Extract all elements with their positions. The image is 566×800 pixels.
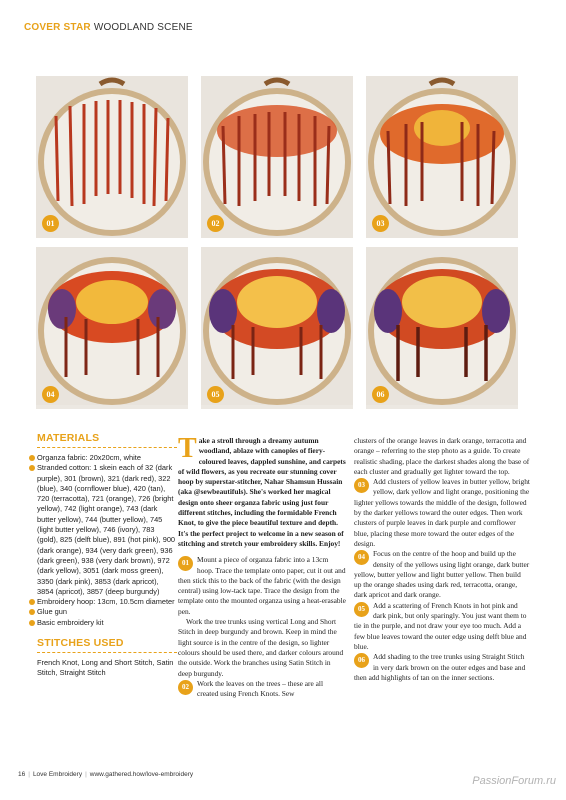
photo-number: 06 xyxy=(372,386,389,403)
step-number: 06 xyxy=(354,653,369,668)
list-item: Embroidery hoop: 13cm, 10.5cm diameter xyxy=(37,597,177,607)
page-footer: 16 | Love Embroidery | www.gathered.how/love-embroidery xyxy=(18,771,194,778)
step-text: Add shading to the tree trunks using Straight Stitch in very dark brown on the outer edges and base and then add highlights of tan on the inner sections. xyxy=(354,652,526,682)
step-number: 05 xyxy=(354,602,369,617)
step-text: Add clusters of yellow leaves in butter yellow, bright yellow, dark yellow and light orange, positioning the lighter yellows towards the middle of the design, followed by the darker yellows toward the outer edges. Then work clusters of purple leaves in dark purple and cornflower blue, placing these more toward the outer edges of the design. xyxy=(354,477,530,548)
photo-number: 03 xyxy=(372,215,389,232)
drop-cap: T xyxy=(178,433,197,464)
step-photo-04 xyxy=(36,247,188,409)
divider xyxy=(37,652,177,653)
intro-column xyxy=(178,433,346,699)
section-subtitle: WOODLAND SCENE xyxy=(93,22,193,33)
step-text: Work the leaves on the trees – these are all created using French Knots. Sew xyxy=(197,678,324,699)
section-label: COVER STAR xyxy=(24,22,91,33)
list-item: Glue gun xyxy=(37,607,177,617)
bullet-icon xyxy=(29,620,35,626)
intro-paragraph: Take a stroll through a dreamy autumn woodland, ablaze with canopies of fiery-coloured leaves, dappled sunshine, and carpets of wild flowers, as you recreate our stunning cover hoop by superstar-stitcher, Nahar Shamsun Hussain (aka @sewbeautifuls). She's worked her magical design onto sheer organza fabric using just four different stitches, including the formidable French Knot, to give the piece beautiful texture and depth. It's the perfect project to welcome in a new season of stitching and stretch your embroidery skills. Enjoy! xyxy=(178,433,346,548)
page-number: 16 xyxy=(18,771,26,778)
page-header xyxy=(24,22,193,33)
photo-number: 02 xyxy=(207,215,224,232)
hoop-image xyxy=(36,76,188,238)
bullet-icon xyxy=(29,465,35,471)
bullet-icon xyxy=(29,455,35,461)
steps-column xyxy=(354,436,530,683)
bullet-icon xyxy=(29,599,35,605)
step-06 xyxy=(354,652,530,683)
step-01 xyxy=(178,555,346,617)
hoop-image xyxy=(366,76,518,238)
photo-number: 05 xyxy=(207,386,224,403)
step-number: 01 xyxy=(178,556,193,571)
step-text: Focus on the centre of the hoop and build up the density of the yellows using light orange, dark butter yellow, butter yellow and light butter yellow. Then build up the orange shades using dark red, terracotta, orange, dark apricot and dark orange. xyxy=(354,549,530,600)
bullet-icon xyxy=(29,609,35,615)
hoop-image xyxy=(201,76,353,238)
hoop-image xyxy=(201,247,353,405)
list-item: Basic embroidery kit xyxy=(37,618,177,628)
photo-number: 04 xyxy=(42,386,59,403)
materials-list xyxy=(37,453,177,628)
stitches-text: French Knot, Long and Short Stitch, Satin Stitch, Straight Stitch xyxy=(37,658,174,678)
hoop-image xyxy=(366,247,518,405)
website-link[interactable]: www.gathered.how/love-embroidery xyxy=(89,771,194,778)
watermark: PassionForum.ru xyxy=(472,775,556,787)
step-photo-03 xyxy=(366,76,518,238)
step-04 xyxy=(354,549,530,600)
step-05 xyxy=(354,601,530,652)
stitches-heading: STITCHES USED xyxy=(37,637,124,650)
step-photo-06 xyxy=(366,247,518,409)
step-number: 02 xyxy=(178,680,193,695)
step-02 xyxy=(178,679,346,699)
hoop-image xyxy=(36,247,188,405)
list-item: Organza fabric: 20x20cm, white xyxy=(37,453,177,463)
step-photo-02 xyxy=(201,76,353,238)
step-photo-01 xyxy=(36,76,188,238)
step-02-continued: clusters of the orange leaves in dark orange, terracotta and orange – referring to the step photo as a guide. To create realistic shading, place the darkest shades along the base of each cluster and gradually get lighter toward the top. xyxy=(354,436,530,476)
step-text-continued: Work the tree trunks using vertical Long and Short Stitch in deep burgundy and brown. Keep in mind the light source is in the centre of the design, so lighter colours should be used there, and darker colours around the outside. Work the branches using Satin Stitch in deep burgundy. xyxy=(178,617,344,678)
step-number: 04 xyxy=(354,550,369,565)
photo-number: 01 xyxy=(42,215,59,232)
list-item: Stranded cotton: 1 skein each of 32 (dark purple), 301 (brown), 321 (dark red), 322 (blue), 340 (cornflower blue), 420 (tan), 720 (terracotta), 721 (orange), 726 (bright yellow), 742 (light orange), 743 (dark butter yellow), 744 (butter yellow), 745 (light butter yellow), 746 (ivory), 783 (gold), 825 (delft blue), 891 (hot pink), 900 (dark orange), 934 (very dark green), 936 (dark green), 938 (very dark brown), 972 (dark yellow), 3051 (dark moss green), 3350 (dark pink), 3853 (dark apricot), 3854 (apricot), 3857 (deep burgundy) xyxy=(37,463,177,597)
step-photo-05 xyxy=(201,247,353,409)
step-text: Add a scattering of French Knots in hot pink and dark pink, but only sparingly. You just want them to tie in the purple, and not draw your eye too much. Add a few blue leaves toward the outer edge using delft blue and blue. xyxy=(354,600,527,651)
divider xyxy=(37,447,177,448)
step-03 xyxy=(354,477,530,549)
magazine-name: Love Embroidery xyxy=(32,771,83,778)
materials-column xyxy=(37,432,177,679)
step-number: 03 xyxy=(354,478,369,493)
materials-heading: MATERIALS xyxy=(37,432,100,444)
step-text: Mount a piece of organza fabric into a 13cm hoop. Trace the template onto paper, cut it out and then stick this to the back of the fabric (with the design central) using low-tack tape. Trace the design from the template onto the mounted organza using a heat-erasable pen. xyxy=(178,555,346,616)
